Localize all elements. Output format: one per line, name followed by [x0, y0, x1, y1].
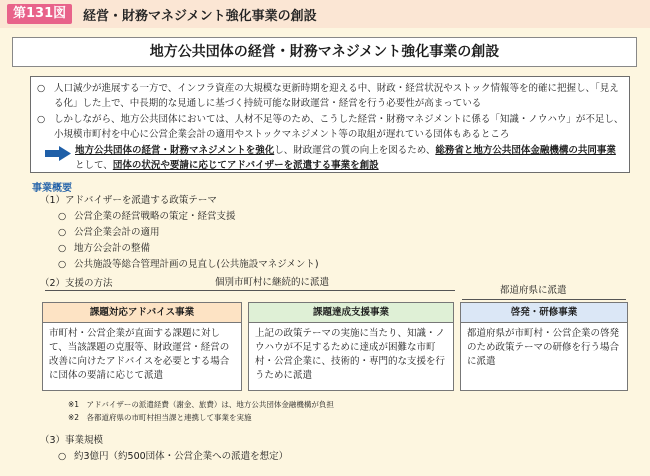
section-title: 事業概要 [32, 183, 72, 194]
theme-item-2: ○ 公営企業会計の適用 [58, 227, 160, 238]
summary-box: ○ 人口減少が進展する一方で、インフラ資産の大規模な更新時期を迎える中、財政・経営状況やストック情報等を的確に把握し、「見える化」した上で、中長期的な見通しに基づく持続可能な財政運営・経営を行う必要性が高まっている ○ しかしながら、地方公共団体においては、人材不足等のため、こうした経営・財務マネジメントに係る「知識・ノウハウ」が不足し、小規模市町村を中心に公営企業会計の適用やストックマネジメント等の取組が遅れている団体もあるところ 地方公共団体の経営・財務マネジメントを強化し、財政運営の質の向上を図るため、総務省と地方公共団体金融機構の共同事業として、団体の状況や要請に応じてアドバイザーを派遣する事業を創設 [30, 76, 630, 173]
theme-item-3: ○ 地方公会計の整備 [58, 243, 151, 254]
main-title: 地方公共団体の経営・財務マネジメント強化事業の創設 [12, 37, 637, 67]
theme-item-4: ○ 公共施設等総合管理計画の見直し(公共施設マネジメント) [58, 259, 319, 270]
footnote-1: ※1 アドバイザーの派遣経費（謝金、旅費）は、地方公共団体金融機構が負担 [68, 400, 334, 409]
support-box-advice [42, 302, 242, 391]
theme-item-1: ○ 公営企業の経営戦略の策定・経営支援 [58, 211, 236, 222]
support-box-body: 都道府県が市町村・公営企業の啓発のため政策テーマの研修を行う場合に派遣 [467, 328, 620, 367]
support-box-body: 上記の政策テーマの実施に当たり、知識・ノウハウが不足するために達成が困難な市町村・公営企業に、技術的・専門的な支援を行うために派遣 [255, 328, 446, 381]
circle-bullet-icon: ○ [37, 83, 46, 94]
subsection-3-title: （3）事業規模 [40, 435, 104, 446]
support-box-title: 課題達成支援事業 [249, 303, 453, 323]
subsection-2-title: （2）支援の方法 [40, 278, 113, 289]
support-box-body: 市町村・公営企業が直面する課題に対して、当該課題の克服等、財政運営・経営の改善に向けたアドバイスを必要とする場合に団体の要請に応じて派遣 [49, 328, 230, 381]
figure-header [0, 0, 650, 28]
support-box-title: 啓発・研修事業 [461, 303, 627, 323]
arrow-right-icon [45, 146, 71, 161]
support-box-training [460, 302, 628, 391]
support-box-title: 課題対応アドバイス事業 [43, 303, 241, 323]
conclusion-text: 地方公共団体の経営・財務マネジメントを強化し、財政運営の質の向上を図るため、総務省と地方公共団体金融機構の共同事業として、団体の状況や要請に応じてアドバイザーを派遣する事業を創設 [75, 145, 616, 171]
support-box-achievement [248, 302, 454, 391]
subsection-1-title: （1）アドバイザーを派遣する政策テーマ [40, 195, 217, 206]
note-municipality: 個別市町村に継続的に派遣 [215, 277, 330, 288]
bracket-line-municipality [45, 290, 455, 291]
figure-number-badge: 第131図 [7, 4, 72, 24]
project-scale: ○ 約3億円（約500団体・公営企業への派遣を想定） [58, 451, 289, 462]
footnote-2: ※2 各都道府県の市町村担当課と連携して事業を実施 [68, 413, 252, 422]
note-prefecture: 都道府県に派遣 [500, 285, 567, 296]
figure-title: 経営・財務マネジメント強化事業の創設 [83, 9, 317, 24]
circle-bullet-icon: ○ [37, 114, 46, 125]
bracket-line-prefecture [462, 299, 626, 300]
